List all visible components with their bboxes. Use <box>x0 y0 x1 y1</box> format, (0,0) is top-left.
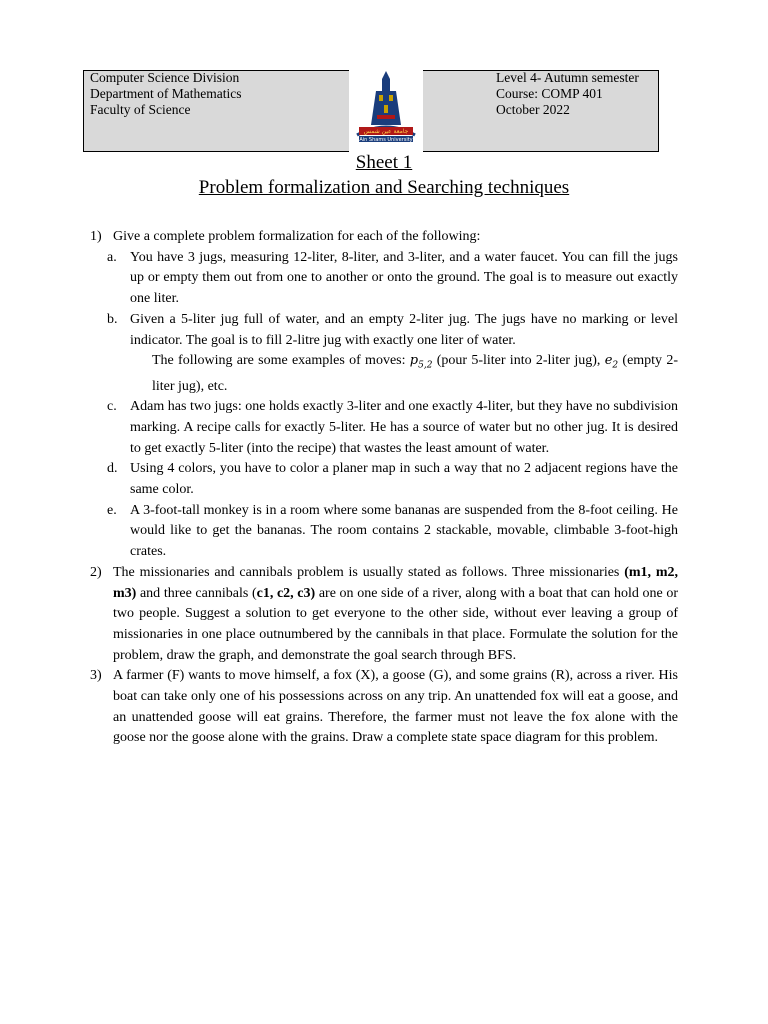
move-pour-desc: (pour 5-liter into 2-liter jug), <box>436 353 601 369</box>
level-line: Level 4- Autumn semester <box>496 70 639 85</box>
header-left <box>90 70 241 118</box>
cannibals-label: c1, c2, c3) <box>256 585 316 601</box>
move-empty-desc: (empty 2-liter jug), etc. <box>152 353 679 394</box>
question-number: 3) <box>90 668 102 684</box>
faculty-line: Faculty of Science <box>90 102 191 117</box>
missionaries-label: (m1, m2, m3) <box>113 564 678 601</box>
department-line: Department of Mathematics <box>90 86 242 101</box>
item-b <box>90 310 678 351</box>
item-text: A 3-foot-tall monkey is in a room where some bananas are suspended from the 8-foot ceiling. He would like to get the bananas. The room contains 2 stackable, movable, climbable 3-foot-high crates. <box>130 502 678 560</box>
date-line: October 2022 <box>496 102 570 117</box>
question-2 <box>90 563 678 667</box>
question-1 <box>90 227 678 248</box>
move-pour-symbol: $p_{5,2}$ <box>409 353 433 371</box>
item-label: d. <box>107 461 118 477</box>
item-a <box>90 248 678 310</box>
item-c <box>90 397 678 459</box>
moves-intro: The following are some examples of moves: <box>152 353 406 369</box>
question-text: The missionaries and cannibals problem is usually stated as follows. Three missionaries (m1, m2, m3) and three cannibals (c1, c2, c3) are on one side of a river, along with a boat that can hold one or two people. Suggest a solution to get everyone to the other side, without ever leaving a group of missionaries in one place outnumbered by the cannibals in that place. Formulate the solution for the problem, draw the graph, and demonstrate the goal search through BFS. <box>113 564 678 663</box>
move-empty-symbol: $e_2$ <box>604 353 619 371</box>
question-3 <box>90 666 678 749</box>
item-d <box>90 459 678 500</box>
item-e <box>90 501 678 563</box>
item-label: c. <box>107 399 117 415</box>
sheet-title: Sheet 1 <box>355 152 413 173</box>
item-text: You have 3 jugs, measuring 12-liter, 8-liter, and 3-liter, and a water faucet. You can fill the jugs up or empty them out from one to another or onto the ground. The goal is to measure out exactly one liter. <box>130 249 678 307</box>
question-text: A farmer (F) wants to move himself, a fox (X), a goose (G), and some grains (R), across a river. His boat can take only one of his possessions across on any trip. An unattended fox will eat a goose, and an unattended goose will eat grains. Therefore, the farmer must not leave the fox alone with the goose nor the goose alone with the grains. Draw a complete state space diagram for this problem. <box>113 668 678 746</box>
item-label: e. <box>107 502 117 518</box>
questions <box>90 227 678 749</box>
item-label: a. <box>107 249 117 265</box>
question-text: Give a complete problem formalization for each of the following: <box>113 229 481 244</box>
svg-text:جامعة عين شمس: جامعة عين شمس <box>363 128 409 135</box>
moves-example <box>90 351 678 397</box>
question-number: 2) <box>90 564 102 580</box>
course-line: Course: COMP 401 <box>496 86 603 101</box>
header-right <box>496 70 639 118</box>
svg-text:Ain Shams University: Ain Shams University <box>359 137 413 143</box>
header-box <box>83 70 659 152</box>
item-label: b. <box>107 311 118 327</box>
question-number: 1) <box>90 229 102 244</box>
item-text: Given a 5-liter jug full of water, and an empty 2-liter jug. The jugs have no marking or level indicator. The goal is to fill 2-litre jug with exactly one liter of water. <box>130 311 678 348</box>
university-logo-icon <box>349 69 423 153</box>
division-line: Computer Science Division <box>90 70 240 85</box>
sheet-subtitle: Problem formalization and Searching techniques <box>198 177 570 198</box>
item-text: Using 4 colors, you have to color a planer map in such a way that no 2 adjacent regions have the same color. <box>130 461 678 498</box>
item-text: Adam has two jugs: one holds exactly 3-liter and one exactly 4-liter, but they have no subdivision marking. A recipe calls for exactly 5-liter. He has a source of water but no other jug. It is desired to get exactly 5-liter (into the recipe) that wastes the least amount of water. <box>130 399 678 456</box>
